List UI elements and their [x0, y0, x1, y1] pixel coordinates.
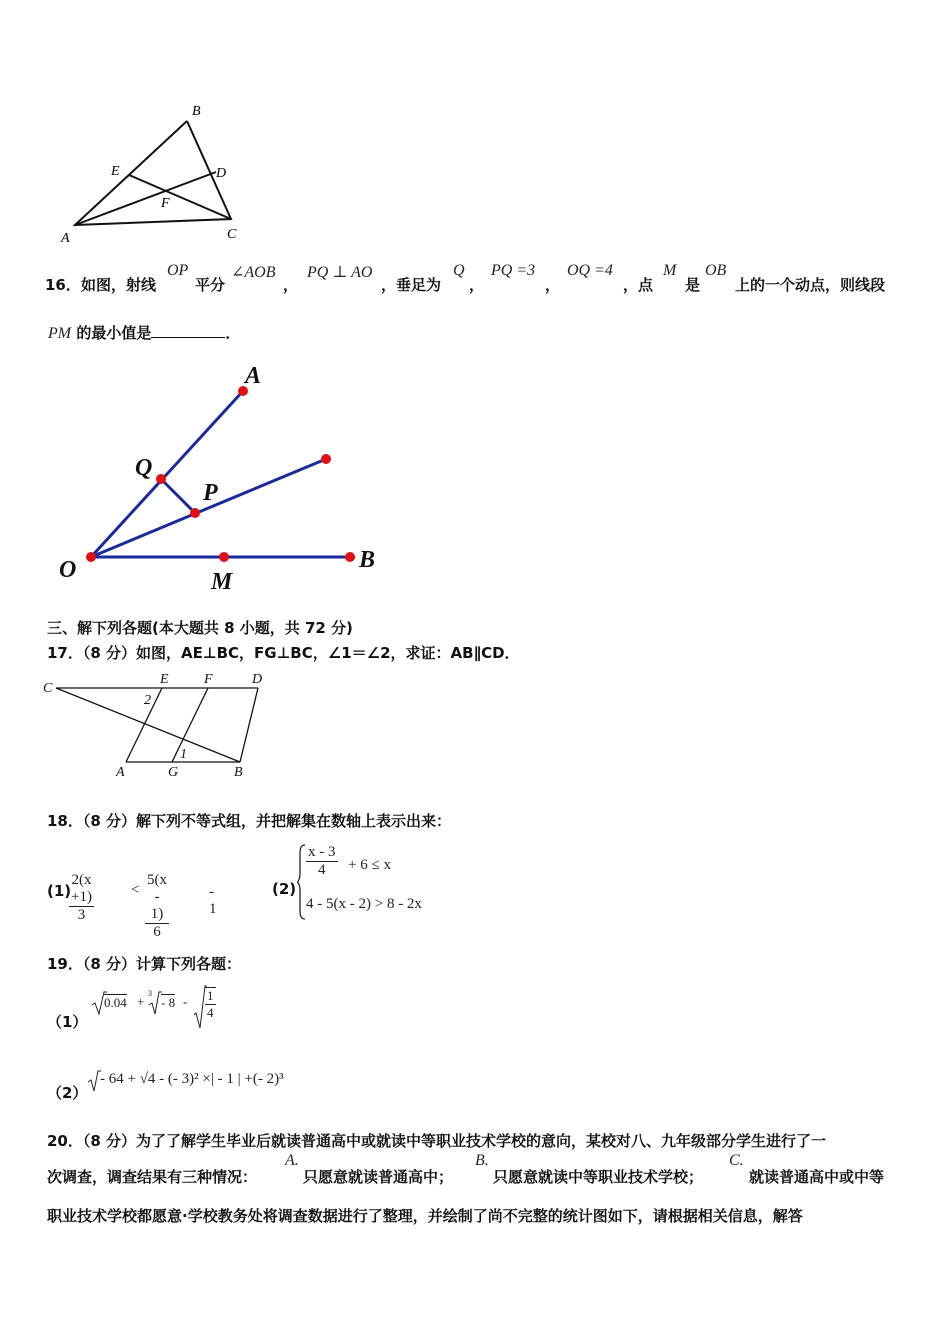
part-1-label: (1) [47, 882, 72, 900]
label-g: G [168, 765, 179, 780]
q16-text-3: ，垂足为 [381, 276, 442, 294]
q16-math-oq4: OQ =4 [567, 262, 613, 279]
q16-math-aob: ∠AOB [231, 264, 276, 281]
q16-text-1: 如图，射线 [81, 276, 157, 294]
question-17: 17．（8 分）如图，AE⊥BC，FG⊥BC，∠1＝∠2，求证：AB∥CD． [47, 644, 520, 662]
q20-option-a: A. [285, 1152, 299, 1169]
q20-option-c: C. [729, 1152, 744, 1169]
label-o: O [59, 557, 77, 583]
fraction-one-quarter-denominator: 4 [207, 1005, 214, 1020]
label-d: D [216, 166, 227, 181]
point-o [86, 552, 96, 562]
section-heading: 三、解下列各题(本大题共 8 小题，共 72 分) [47, 619, 353, 637]
label-d: D [252, 672, 263, 687]
label-angle-1: 1 [180, 747, 187, 762]
point-b [345, 552, 355, 562]
answer-blank[interactable] [151, 323, 225, 338]
point-end-op [321, 454, 331, 464]
left-brace [296, 844, 306, 920]
system-fraction-numerator: x - 3 [308, 844, 336, 860]
label-e: E [111, 164, 120, 179]
q20-text-c: 只愿意就读中等职业技术学校； [493, 1168, 704, 1186]
label-f: F [204, 672, 213, 687]
fraction-one-quarter-numerator: 1 [207, 988, 214, 1003]
q16-comma-1: ， [283, 276, 299, 294]
parallel-figure [40, 668, 280, 783]
ray-op [91, 459, 326, 557]
q16-text-4: ，点 [623, 276, 654, 294]
label-b: B [192, 104, 201, 119]
question-16-line-1 [45, 262, 915, 294]
label-q: Q [135, 455, 153, 481]
q16-comma-3: ， [545, 276, 561, 294]
system-fraction-denominator: 4 [318, 862, 326, 878]
question-16-line-2 [48, 322, 240, 343]
minus-sign: - [183, 994, 188, 1009]
question-20-line-3: 职业技术学校都愿意·学校教务处将调查数据进行了整理，并绘制了尚不完整的统计图如下，请根据相关信息，解答 [47, 1207, 803, 1225]
point-q [156, 474, 166, 484]
label-a: A [61, 231, 70, 246]
point-p [190, 508, 200, 518]
calc-1 [47, 985, 247, 1035]
segment-ad [75, 172, 216, 225]
label-c: C [43, 681, 53, 696]
label-a: A [245, 363, 262, 389]
q16-number: 16． [45, 276, 81, 294]
fraction-one-quarter [205, 987, 216, 1021]
q16-text-8: ． [225, 324, 241, 342]
radicand-neg-8: - 8 [161, 995, 176, 1010]
system-line-1-tail: + 6 ≤ x [348, 857, 391, 873]
q20-option-b: B. [475, 1152, 489, 1169]
q16-comma-2: ， [469, 276, 485, 294]
part-2-label: (2) [272, 880, 297, 898]
line-db [240, 688, 258, 762]
fraction-right [145, 872, 169, 941]
label-b: B [359, 547, 376, 573]
q16-math-m: M [663, 262, 677, 279]
calc-2-expression: - 64 + √4 - (- 3)² ×| - 1 | +(- 2)³ [100, 1071, 284, 1087]
fraction-right-denominator: 6 [153, 924, 161, 940]
label-a: A [116, 765, 125, 780]
fraction-left [69, 872, 94, 924]
triangle-figure [55, 95, 255, 250]
radicand-0-04: 0.04 [104, 995, 127, 1010]
label-m: M [211, 569, 233, 595]
cbrt-sign-1 [148, 990, 162, 1016]
q16-math-pm: PM [48, 325, 72, 342]
segment-ec [129, 175, 231, 219]
label-c: C [227, 227, 237, 242]
calc-2-label: （2） [47, 1084, 88, 1102]
question-19: 19．（8 分）计算下列各题： [47, 955, 242, 973]
label-f: F [161, 196, 170, 211]
label-p: P [203, 480, 218, 506]
point-m [219, 552, 229, 562]
q16-math-pq3: PQ =3 [491, 262, 536, 279]
q20-text-b: 只愿意就读普通高中； [303, 1168, 454, 1186]
q16-text-2: 平分 [195, 276, 226, 294]
fraction-left-numerator: 2(x +1) [71, 872, 92, 905]
calc-1-label: （1） [47, 1013, 88, 1031]
label-b: B [234, 765, 243, 780]
ray-oa [91, 391, 243, 557]
cube-root-index: 3 [148, 989, 152, 998]
label-angle-2: 2 [144, 693, 151, 708]
q16-math-ob: OB [705, 262, 727, 279]
line-gf [172, 688, 208, 762]
question-20-line-1: 20．（8 分）为了了解学生毕业后就读普通高中或就读中等职业技术学校的意向，某校对八、九年级部分学生进行了一 [47, 1132, 827, 1150]
minus-one: - 1 [209, 884, 217, 917]
question-20-line-2 [47, 1152, 917, 1184]
q16-text-5: 是 [685, 276, 701, 294]
system-fraction [306, 844, 338, 879]
q16-text-6: 上的一个动点，则线段 [735, 276, 886, 294]
q20-text-d: 就读普通高中或中等 [749, 1168, 885, 1186]
q20-text-a: 次调查，调查结果有三种情况： [47, 1168, 258, 1186]
fraction-right-numerator: 5(x - 1) [147, 872, 167, 922]
plus-sign: + [137, 994, 145, 1009]
ray-figure [55, 355, 395, 600]
inequality-system-2 [272, 842, 472, 922]
q16-math-op: OP [167, 262, 189, 279]
q16-text-7: 的最小值是 [76, 324, 152, 342]
cbrt-sign-2 [87, 1070, 101, 1092]
less-than: < [131, 882, 140, 898]
segment-qp [161, 479, 195, 513]
system-line-2: 4 - 5(x - 2) > 8 - 2x [306, 896, 422, 912]
fraction-left-denominator: 3 [77, 907, 86, 923]
q16-math-q: Q [453, 262, 465, 279]
q16-math-pq-perp-ao: PQ ⊥ AO [307, 264, 373, 281]
label-e: E [160, 672, 169, 687]
question-18: 18．（8 分）解下列不等式组，并把解集在数轴上表示出来： [47, 812, 452, 830]
calc-2 [47, 1068, 367, 1100]
